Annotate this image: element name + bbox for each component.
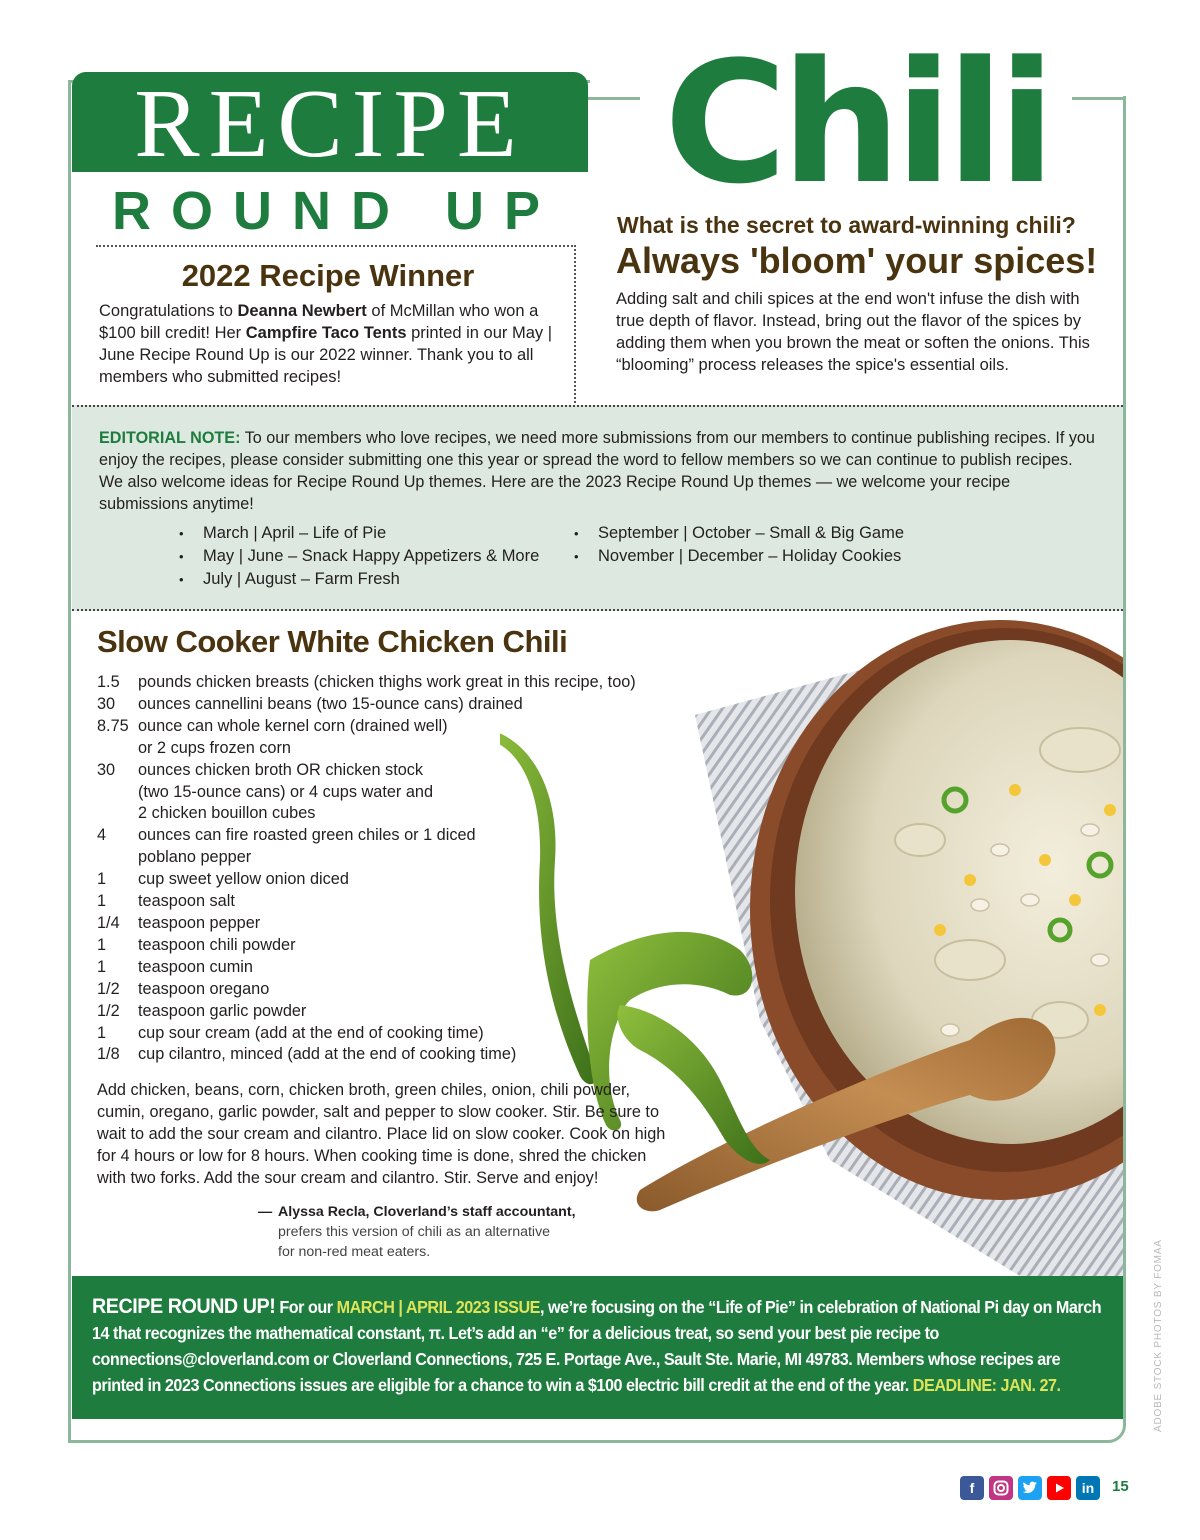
ingredient-qty: 1/4 (97, 913, 120, 932)
editorial-text: To our members who love recipes, we need more submissions from our members to continue publishing recipes. If you enjoy the recipes, please consider submitting one this year or spread the word to fellow members so we can continue to publish recipes. We also welcome ideas for Recipe Round Up themes. Here are the 2023 Recipe Round Up themes — we welcome your recipe submissions anytime! (99, 429, 1095, 513)
ingredient-qty: 8.75 (97, 716, 129, 735)
instagram-icon[interactable] (989, 1476, 1013, 1500)
winner-body (99, 300, 559, 388)
ingredient-qty: 1/2 (97, 1001, 120, 1020)
recipe-label: RECIPE (134, 70, 526, 178)
theme-item: • November | December – Holiday Cookies (598, 545, 904, 568)
theme-item: • July | August – Farm Fresh (203, 568, 539, 591)
winner-text: Congratulations to (99, 302, 238, 320)
ingredient-row (97, 782, 636, 804)
ingredient-row (97, 847, 636, 869)
frame-gap (1123, 76, 1126, 96)
banner-deadline: DEADLINE: JAN. 27. (912, 1375, 1061, 1395)
ingredient-qty (97, 803, 138, 825)
ingredient-row (97, 716, 636, 738)
ingredient-qty (97, 847, 138, 869)
winner-title: 2022 Recipe Winner (181, 258, 475, 293)
editorial-label: EDITORIAL NOTE: (99, 429, 241, 447)
winner-name: Deanna Newbert (237, 302, 367, 320)
banner-issue: MARCH | APRIL 2023 ISSUE (336, 1297, 540, 1317)
social-icons (960, 1476, 1100, 1500)
ingredient-text: teaspoon salt (138, 892, 235, 911)
photo-credit: ADOBE STOCK PHOTOS BY FOMAA (1153, 1239, 1164, 1432)
ingredient-row (97, 1023, 636, 1045)
header-rule-right (1072, 97, 1126, 100)
ingredient-row (97, 957, 636, 979)
banner-body: , we’re focusing on the “Life of Pie” in celebration of National Pi day on March 14 that recognizes the mathematical constant, π. Let’s add an “e” for a delicious treat, so send your best pie recipe to connections@cloverland.com or Cloverland Connections, 725 E. Portage Ave., Sault Ste. Marie, MI 49783. Members whose recipes are printed in 2023 Connections issues are eligible for a chance to win a $100 electric bill credit at the end of the year. (92, 1297, 1102, 1395)
theme-item: • March | April – Life of Pie (203, 522, 539, 545)
ingredient-row (97, 1044, 636, 1066)
ingredient-text: ounces chicken broth OR chicken stock (138, 760, 424, 779)
ingredient-qty: 1 (97, 892, 107, 911)
ingredient-text: teaspoon pepper (138, 913, 261, 932)
recipe-attribution (258, 1202, 576, 1262)
ingredient-text: teaspoon cumin (138, 957, 253, 976)
ingredient-qty: 1 (97, 935, 107, 954)
recipe-tab (72, 70, 588, 178)
attribution-note: prefers this version of chili as an alternative (278, 1224, 551, 1240)
winner-text: of McMillan who won a $100 bill credit! Her (99, 302, 539, 342)
ingredient-row (97, 694, 636, 716)
facebook-icon[interactable]: f (960, 1476, 984, 1500)
ingredient-row (97, 738, 636, 760)
ingredient-qty: 30 (97, 694, 116, 713)
winner-text: printed in our May | June Recipe Round Up is our 2022 winner. Thank you to all members who submitted recipes! (99, 324, 553, 386)
ingredient-qty: 1.5 (97, 673, 120, 691)
ingredient-qty: 1 (97, 870, 107, 889)
ingredient-text: pounds chicken breasts (chicken thighs work great in this recipe, too) (138, 673, 636, 691)
attribution-note: for non-red meat eaters. (278, 1244, 431, 1260)
roundup-label: ROUND UP (111, 181, 560, 241)
ingredient-text: ounces can fire roasted green chiles or 1 diced (138, 826, 476, 845)
youtube-icon[interactable] (1047, 1476, 1071, 1500)
tip-body: Adding salt and chili spices at the end won't infuse the dish with true depth of flavor. Instead, bring out the flavor of the spices by adding them when you brown the meat or soften the onions. This “blooming” process releases the spice's essential oils. (616, 290, 1090, 374)
ingredient-text: poblano pepper (138, 848, 252, 867)
ingredient-text: 2 chicken bouillon cubes (138, 804, 316, 823)
tip-answer: Always 'bloom' your spices! (616, 240, 1098, 281)
ingredient-text: cup sour cream (add at the end of cooking time) (138, 1023, 484, 1042)
tip-question: What is the secret to award-winning chili? (617, 212, 1076, 238)
ingredient-text: teaspoon oregano (138, 979, 270, 998)
recipe-title: Slow Cooker White Chicken Chili (97, 624, 568, 659)
header-rule-left (588, 97, 640, 100)
ingredient-row (97, 803, 636, 825)
editorial-note (99, 427, 1099, 515)
ingredient-text: cup sweet yellow onion diced (138, 870, 349, 889)
ingredient-row (97, 672, 636, 694)
twitter-icon[interactable] (1018, 1476, 1042, 1500)
ingredient-text: ounces cannellini beans (two 15-ounce cans) drained (138, 694, 523, 713)
ingredient-row (97, 979, 636, 1001)
ingredient-text: or 2 cups frozen corn (138, 738, 291, 757)
theme-item: • May | June – Snack Happy Appetizers & More (203, 545, 539, 568)
ingredient-qty: 30 (97, 760, 116, 779)
ingredient-text: ounce can whole kernel corn (drained well) (138, 716, 448, 735)
header-rule-drop (1123, 97, 1126, 127)
ingredient-row (97, 1001, 636, 1023)
linkedin-icon[interactable]: in (1076, 1476, 1100, 1500)
ingredient-qty (97, 738, 138, 760)
ingredient-qty: 4 (97, 826, 107, 845)
ingredient-qty: 1 (97, 1023, 107, 1042)
ingredient-row (97, 891, 636, 913)
ingredient-row (97, 869, 636, 891)
ingredient-row (97, 935, 636, 957)
ingredient-row (97, 825, 636, 847)
banner-head: RECIPE ROUND UP! (92, 1295, 276, 1318)
ingredient-text: teaspoon garlic powder (138, 1001, 307, 1020)
theme-item: • September | October – Small & Big Game (598, 522, 904, 545)
ingredient-text: cup cilantro, minced (add at the end of cooking time) (138, 1045, 517, 1064)
ingredient-qty: 1 (97, 957, 107, 976)
ingredient-row (97, 913, 636, 935)
ingredient-text: teaspoon chili powder (138, 935, 296, 954)
themes-list-left (203, 522, 539, 591)
winner-recipe-name: Campfire Taco Tents (245, 324, 407, 342)
ingredients-list (97, 672, 636, 1066)
banner-body: For our (275, 1297, 337, 1317)
ingredient-qty: 1/2 (97, 979, 120, 998)
ingredient-row (97, 760, 636, 782)
attribution-dash: — (258, 1204, 273, 1220)
ingredient-qty: 1/8 (97, 1045, 120, 1064)
themes-list-right (598, 522, 904, 568)
page-number: 15 (1112, 1478, 1129, 1495)
recipe-directions: Add chicken, beans, corn, chicken broth, green chiles, onion, chili powder, cumin, oregano, garlic powder, salt and pepper to slow cooker. Stir. Be sure to wait to add the sour cream and cilantro. Place lid on slow cooker. Cook on high for 4 hours or low for 8 hours. When cooking time is done, shred the chicken with two forks. Add the sour cream and cilantro. Stir. Serve and enjoy! (97, 1081, 666, 1187)
banner-text (92, 1294, 1103, 1398)
ingredient-text: (two 15-ounce cans) or 4 cups water and (138, 782, 434, 801)
page-title: Chili (664, 25, 1050, 221)
ingredient-qty (97, 782, 138, 804)
attribution-name: Alyssa Recla, Cloverland’s staff accountant, (278, 1204, 576, 1220)
